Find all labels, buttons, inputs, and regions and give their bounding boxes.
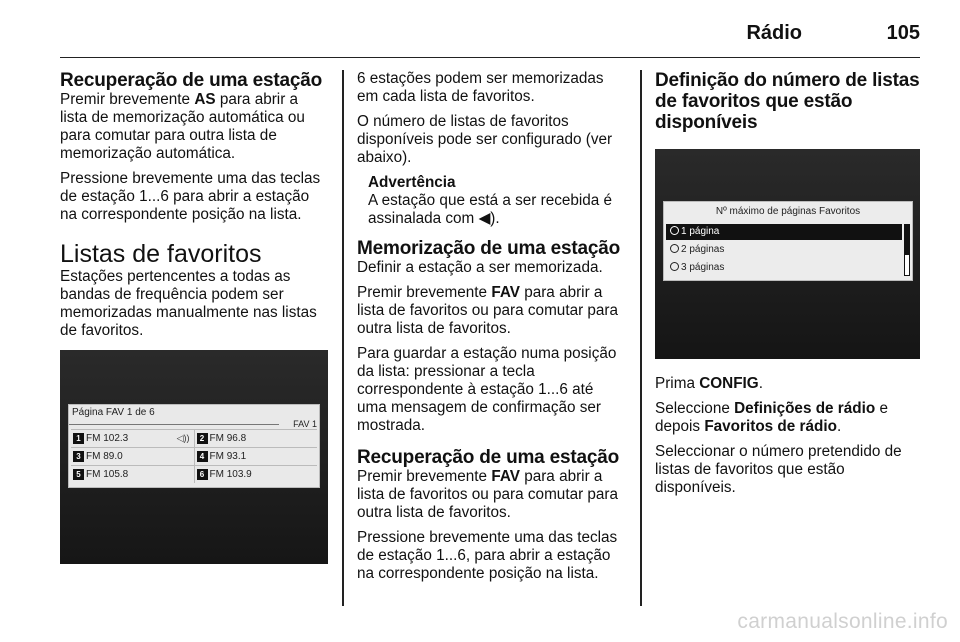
favorites-screen-image — [60, 350, 328, 564]
paragraph: Premir brevemente AS para abrir a lista de memorização automática ou para comutar para outra lista de memorização automática. — [60, 91, 305, 162]
paragraph: Prima CONFIG. — [655, 375, 763, 392]
favorites-grid — [71, 429, 317, 483]
slot-number: 3 — [73, 451, 84, 462]
radio-icon — [670, 226, 679, 235]
paragraph: O número de listas de favoritos disponíveis pode ser configurado (ver abaixo). — [357, 113, 613, 166]
column-3 — [655, 70, 925, 504]
station-label: FM 93.1 — [209, 451, 247, 462]
favorite-slot — [194, 430, 318, 447]
favorite-slot — [71, 430, 194, 447]
paragraph: Seleccione Definições de rádio e depois Favoritos de rádio. — [655, 400, 888, 435]
column-1 — [60, 70, 328, 564]
heading-recuperacao: Recuperação de uma estação — [357, 447, 619, 468]
note-box — [357, 174, 627, 228]
station-label: FM 89.0 — [86, 451, 123, 462]
table-row — [71, 447, 317, 465]
heading-memorizacao: Memorização de uma estação — [357, 238, 621, 259]
station-label: FM 96.8 — [209, 433, 247, 444]
favorite-slot — [71, 448, 194, 465]
station-label: FM 103.9 — [209, 469, 252, 480]
slot-number: 1 — [73, 433, 84, 444]
paragraph: Premir brevemente FAV para abrir a lista de favoritos ou para comutar para outra lista de favoritos. — [357, 468, 619, 521]
paragraph: Premir brevemente FAV para abrir a lista de favoritos ou para comutar para outra lista de favoritos. — [357, 284, 619, 337]
paragraph: Estações pertencentes a todas as bandas de frequência podem ser memorizadas manualmente nas listas de favoritos. — [60, 268, 317, 339]
watermark: carmanualsonline.info — [737, 610, 948, 633]
favorite-slot — [194, 448, 318, 465]
scrollbar — [904, 224, 910, 276]
heading-definicao: Definição do número de listas de favoritos que estão disponíveis — [655, 70, 920, 133]
slot-number: 6 — [197, 469, 208, 480]
heading-recuperacao: Recuperação de uma estação — [60, 70, 322, 91]
page-number: 105 — [886, 22, 920, 44]
max-pages-title: Nº máximo de páginas Favoritos — [715, 206, 861, 217]
column-divider — [342, 70, 344, 606]
paragraph: Definir a estação a ser memorizada. — [357, 259, 603, 276]
tab-line — [69, 424, 279, 425]
option-1-pagina: 1 página — [666, 224, 902, 240]
note-text: A estação que está a ser recebida é assinalada com ◀). — [368, 192, 613, 227]
slot-number: 4 — [197, 451, 208, 462]
speaker-icon: ◀) — [478, 210, 496, 227]
station-label: FM 105.8 — [86, 469, 129, 480]
header-title: Rádio — [746, 22, 802, 44]
favorite-slot — [71, 466, 194, 483]
max-pages-panel — [663, 201, 913, 281]
paragraph: 6 estações podem ser memorizadas em cada lista de favoritos. — [357, 70, 604, 105]
paragraph: Pressione brevemente uma das teclas de estação 1...6, para abrir a estação na correspondente posição na lista. — [357, 529, 618, 582]
radio-icon — [670, 244, 679, 253]
speaker-icon: ◁)) — [176, 433, 190, 443]
table-row — [71, 429, 317, 447]
favorite-slot — [194, 466, 318, 483]
column-2 — [357, 70, 627, 590]
radio-icon — [670, 262, 679, 271]
table-row — [71, 465, 317, 483]
option-2-paginas: 2 páginas — [666, 242, 902, 258]
paragraph: Seleccionar o número pretendido de listas de favoritos que estão disponíveis. — [655, 443, 902, 496]
favorites-tab-label: FAV 1 — [293, 419, 317, 429]
station-label: FM 102.3 — [86, 433, 129, 444]
column-divider — [640, 70, 642, 606]
page-header — [60, 0, 920, 58]
max-pages-screen-image — [655, 149, 920, 359]
slot-number: 5 — [73, 469, 84, 480]
scroll-thumb — [905, 225, 909, 255]
paragraph: Para guardar a estação numa posição da lista: pressionar a tecla correspondente à estação 1...6 até uma mensagem de confirmação ser mostrada. — [357, 345, 617, 434]
note-title: Advertência — [368, 174, 456, 191]
slot-number: 2 — [197, 433, 208, 444]
favorites-list-panel — [68, 404, 320, 488]
heading-listas-favoritos: Listas de favoritos — [60, 240, 262, 268]
favorites-page-title: Página FAV 1 de 6 — [72, 407, 155, 418]
paragraph: Pressione brevemente uma das teclas de estação 1...6 para abrir a estação na correspondente posição na lista. — [60, 170, 321, 223]
option-3-paginas: 3 páginas — [666, 260, 902, 276]
